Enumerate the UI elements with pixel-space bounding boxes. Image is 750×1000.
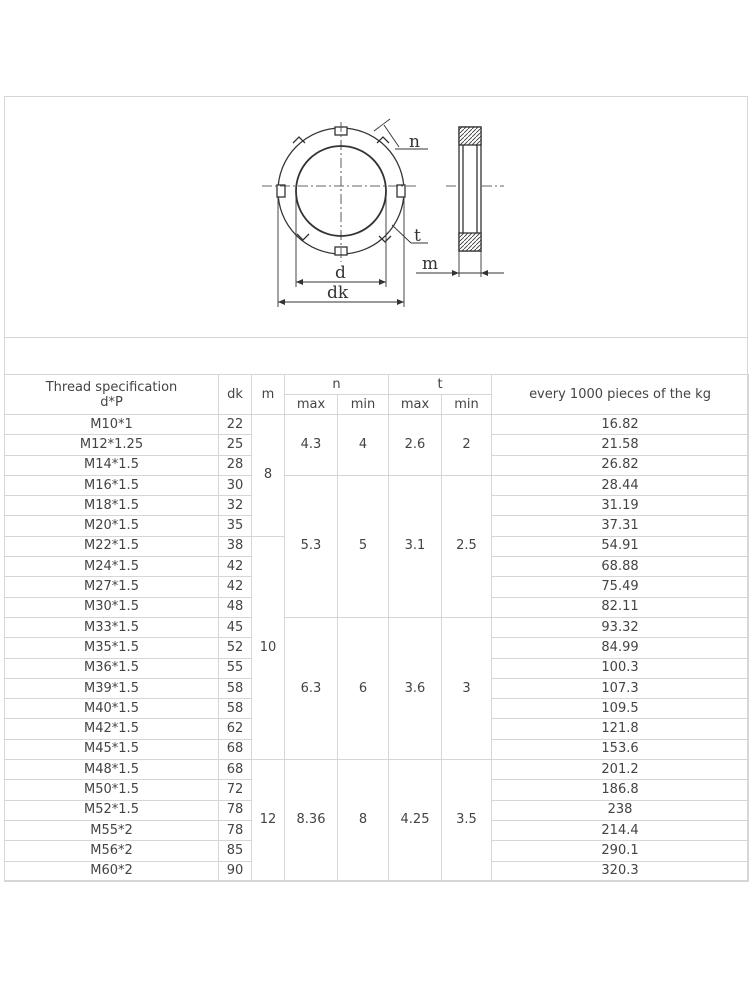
cell-weight: 31.19 bbox=[492, 496, 749, 516]
cell-weight: 100.3 bbox=[492, 658, 749, 678]
cell-spec: M56*2 bbox=[5, 841, 219, 861]
slot-left bbox=[277, 185, 285, 197]
header-n-max: max bbox=[285, 395, 338, 415]
cell-dk: 22 bbox=[219, 415, 252, 435]
cell-n-min: 6 bbox=[338, 617, 389, 759]
cell-spec: M18*1.5 bbox=[5, 496, 219, 516]
header-t-min: min bbox=[442, 395, 492, 415]
header-weight: every 1000 pieces of the kg bbox=[492, 375, 749, 415]
cell-dk: 68 bbox=[219, 739, 252, 759]
cell-spec: M55*2 bbox=[5, 820, 219, 840]
cell-t-min: 2 bbox=[442, 415, 492, 476]
label-m: m bbox=[422, 254, 439, 274]
cell-t-max: 3.6 bbox=[389, 617, 442, 759]
cell-spec: M50*1.5 bbox=[5, 780, 219, 800]
header-n-min: min bbox=[338, 395, 389, 415]
cell-n-min: 8 bbox=[338, 760, 389, 882]
label-d: d bbox=[335, 263, 346, 283]
cell-weight: 68.88 bbox=[492, 557, 749, 577]
cell-weight: 75.49 bbox=[492, 577, 749, 597]
header-t: t bbox=[389, 375, 492, 395]
cell-weight: 186.8 bbox=[492, 780, 749, 800]
cell-weight: 93.32 bbox=[492, 617, 749, 637]
cell-spec: M35*1.5 bbox=[5, 638, 219, 658]
header-dk: dk bbox=[219, 375, 252, 415]
cell-dk: 42 bbox=[219, 557, 252, 577]
cell-weight: 84.99 bbox=[492, 638, 749, 658]
header-t-max: max bbox=[389, 395, 442, 415]
cell-weight: 82.11 bbox=[492, 597, 749, 617]
cell-spec: M60*2 bbox=[5, 861, 219, 881]
cell-weight: 121.8 bbox=[492, 719, 749, 739]
cell-dk: 78 bbox=[219, 820, 252, 840]
cell-n-max: 6.3 bbox=[285, 617, 338, 759]
cell-spec: M12*1.25 bbox=[5, 435, 219, 455]
cell-dk: 38 bbox=[219, 536, 252, 556]
cell-spec: M27*1.5 bbox=[5, 577, 219, 597]
cell-dk: 42 bbox=[219, 577, 252, 597]
cell-dk: 58 bbox=[219, 678, 252, 698]
cell-spec: M45*1.5 bbox=[5, 739, 219, 759]
cell-dk: 68 bbox=[219, 760, 252, 780]
label-dk: dk bbox=[327, 283, 349, 303]
cell-spec: M42*1.5 bbox=[5, 719, 219, 739]
cell-spec: M22*1.5 bbox=[5, 536, 219, 556]
cell-spec: M39*1.5 bbox=[5, 678, 219, 698]
cell-weight: 107.3 bbox=[492, 678, 749, 698]
cell-spec: M40*1.5 bbox=[5, 699, 219, 719]
cell-n-min: 5 bbox=[338, 475, 389, 617]
header-m: m bbox=[252, 375, 285, 415]
cell-t-max: 4.25 bbox=[389, 760, 442, 882]
cell-dk: 30 bbox=[219, 475, 252, 495]
cell-weight: 153.6 bbox=[492, 739, 749, 759]
cell-t-min: 3.5 bbox=[442, 760, 492, 882]
table-row bbox=[5, 475, 749, 495]
cell-weight: 26.82 bbox=[492, 455, 749, 475]
leader-t bbox=[392, 225, 411, 243]
cell-m: 10 bbox=[252, 536, 285, 759]
cell-m: 8 bbox=[252, 415, 285, 537]
label-t: t bbox=[414, 226, 421, 246]
cell-spec: M10*1 bbox=[5, 415, 219, 435]
cell-spec: M36*1.5 bbox=[5, 658, 219, 678]
cell-weight: 54.91 bbox=[492, 536, 749, 556]
cell-spec: M30*1.5 bbox=[5, 597, 219, 617]
cell-m: 12 bbox=[252, 760, 285, 882]
cell-spec: M14*1.5 bbox=[5, 455, 219, 475]
cell-weight: 16.82 bbox=[492, 415, 749, 435]
cell-dk: 90 bbox=[219, 861, 252, 881]
cell-spec: M24*1.5 bbox=[5, 557, 219, 577]
cell-dk: 58 bbox=[219, 699, 252, 719]
cell-t-min: 2.5 bbox=[442, 475, 492, 617]
cell-t-min: 3 bbox=[442, 617, 492, 759]
header-n: n bbox=[285, 375, 389, 395]
cell-weight: 21.58 bbox=[492, 435, 749, 455]
cell-weight: 238 bbox=[492, 800, 749, 820]
spec-table bbox=[4, 374, 749, 882]
cell-t-max: 2.6 bbox=[389, 415, 442, 476]
cell-dk: 28 bbox=[219, 455, 252, 475]
spacer-row bbox=[4, 337, 748, 374]
slot-right bbox=[397, 185, 405, 197]
cell-weight: 320.3 bbox=[492, 861, 749, 881]
cell-weight: 37.31 bbox=[492, 516, 749, 536]
table-row bbox=[5, 617, 749, 637]
cell-spec: M48*1.5 bbox=[5, 760, 219, 780]
cell-dk: 35 bbox=[219, 516, 252, 536]
cell-dk: 32 bbox=[219, 496, 252, 516]
round-nut-drawing bbox=[4, 97, 748, 337]
side-view bbox=[459, 127, 481, 251]
cell-dk: 48 bbox=[219, 597, 252, 617]
table-row bbox=[5, 760, 749, 780]
cell-dk: 45 bbox=[219, 617, 252, 637]
cell-weight: 214.4 bbox=[492, 820, 749, 840]
cell-n-max: 5.3 bbox=[285, 475, 338, 617]
leader-n bbox=[384, 125, 399, 147]
cell-dk: 25 bbox=[219, 435, 252, 455]
cell-dk: 62 bbox=[219, 719, 252, 739]
cell-dk: 52 bbox=[219, 638, 252, 658]
cell-weight: 28.44 bbox=[492, 475, 749, 495]
cell-spec: M16*1.5 bbox=[5, 475, 219, 495]
cell-t-max: 3.1 bbox=[389, 475, 442, 617]
cell-weight: 201.2 bbox=[492, 760, 749, 780]
cell-spec: M52*1.5 bbox=[5, 800, 219, 820]
cell-n-max: 4.3 bbox=[285, 415, 338, 476]
cell-n-min: 4 bbox=[338, 415, 389, 476]
cell-dk: 72 bbox=[219, 780, 252, 800]
table-row bbox=[5, 415, 749, 435]
cell-spec: M20*1.5 bbox=[5, 516, 219, 536]
label-n: n bbox=[409, 132, 420, 152]
cell-weight: 109.5 bbox=[492, 699, 749, 719]
cell-weight: 290.1 bbox=[492, 841, 749, 861]
cell-dk: 55 bbox=[219, 658, 252, 678]
cell-dk: 85 bbox=[219, 841, 252, 861]
cell-n-max: 8.36 bbox=[285, 760, 338, 882]
cell-spec: M33*1.5 bbox=[5, 617, 219, 637]
cell-dk: 78 bbox=[219, 800, 252, 820]
header-spec: Thread specification d*P bbox=[5, 375, 219, 415]
